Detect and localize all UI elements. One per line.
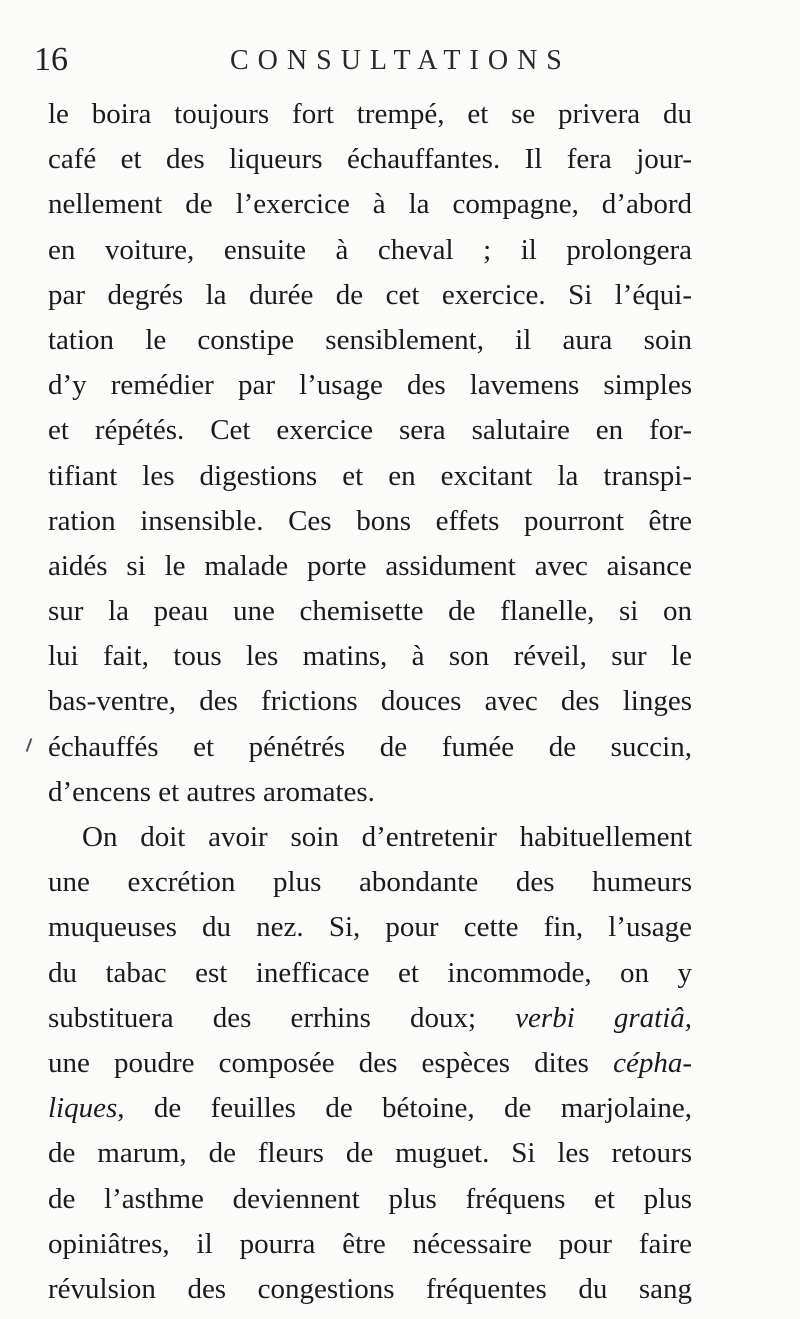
text-line: lui fait, tous les matins, à son réveil, sur le [48,640,692,673]
text-line: de marum, de fleurs de muguet. Si les retours [48,1137,692,1170]
text-line: sur la peau une chemisette de flanelle, si on [48,595,692,628]
text-line: une excrétion plus abondante des humeurs [48,866,692,899]
text-line: de l’asthme deviennent plus fréquens et plus [48,1182,692,1215]
text-run: une poudre composée des espèces dites [48,1046,589,1079]
text-line: et répétés. Cet exercice sera salutaire en for- [48,414,692,447]
text-line [48,996,692,1041]
running-head: CONSULTATIONS [230,45,571,76]
text-line: On doit avoir soin d’entretenir habituellement [82,821,692,853]
paragraph-1 [48,92,692,815]
text-line [48,1086,692,1131]
text-line: d’y remédier par l’usage des lavemens simples [48,369,692,402]
text-run: , de feuilles de bétoine, de marjolaine, [117,1092,692,1125]
text-line: tation le constipe sensiblement, il aura soin [48,323,692,356]
text-line: du tabac est inefficace et incommode, on y [48,956,692,989]
paragraph-2 [48,815,692,1312]
page-number: 16 [34,41,68,78]
text-line: tifiant les digestions et en excitant la transpi- [48,459,692,492]
text-line: opiniâtres, il pourra être nécessaire pour faire [48,1227,692,1260]
text-line: muqueuses du nez. Si, pour cette fin, l’usage [48,911,692,944]
text-line: nellement de l’exercice à la compagne, d’abord [48,188,692,221]
margin-mark [26,738,33,752]
text-line: bas-ventre, des frictions douces avec des linges [48,685,692,718]
text-line: d’encens et autres aromates. [48,775,375,808]
text-run: substituera des errhins doux; [48,1001,477,1034]
italic-phrase: cépha- [613,1046,692,1079]
italic-phrase: verbi gratiâ, [515,1001,692,1034]
text-line: révulsion des congestions fréquentes du sang [48,1272,692,1305]
text-line: en voiture, ensuite à cheval ; il prolongera [48,233,692,266]
text-line: échauffés et pénétrés de fumée de succin, [48,730,692,763]
text-line [48,1041,692,1086]
text-line: le boira toujours fort trempé, et se privera du [48,98,692,130]
italic-phrase: liques [48,1092,118,1125]
body-text [48,92,692,1312]
text-line: aidés si le malade porte assidument avec aisance [48,549,692,582]
text-line: café et des liqueurs échauffantes. Il fera jour- [48,143,692,176]
text-line: par degrés la durée de cet exercice. Si l’équi- [48,278,692,311]
text-line: ration insensible. Ces bons effets pourront être [48,504,692,537]
